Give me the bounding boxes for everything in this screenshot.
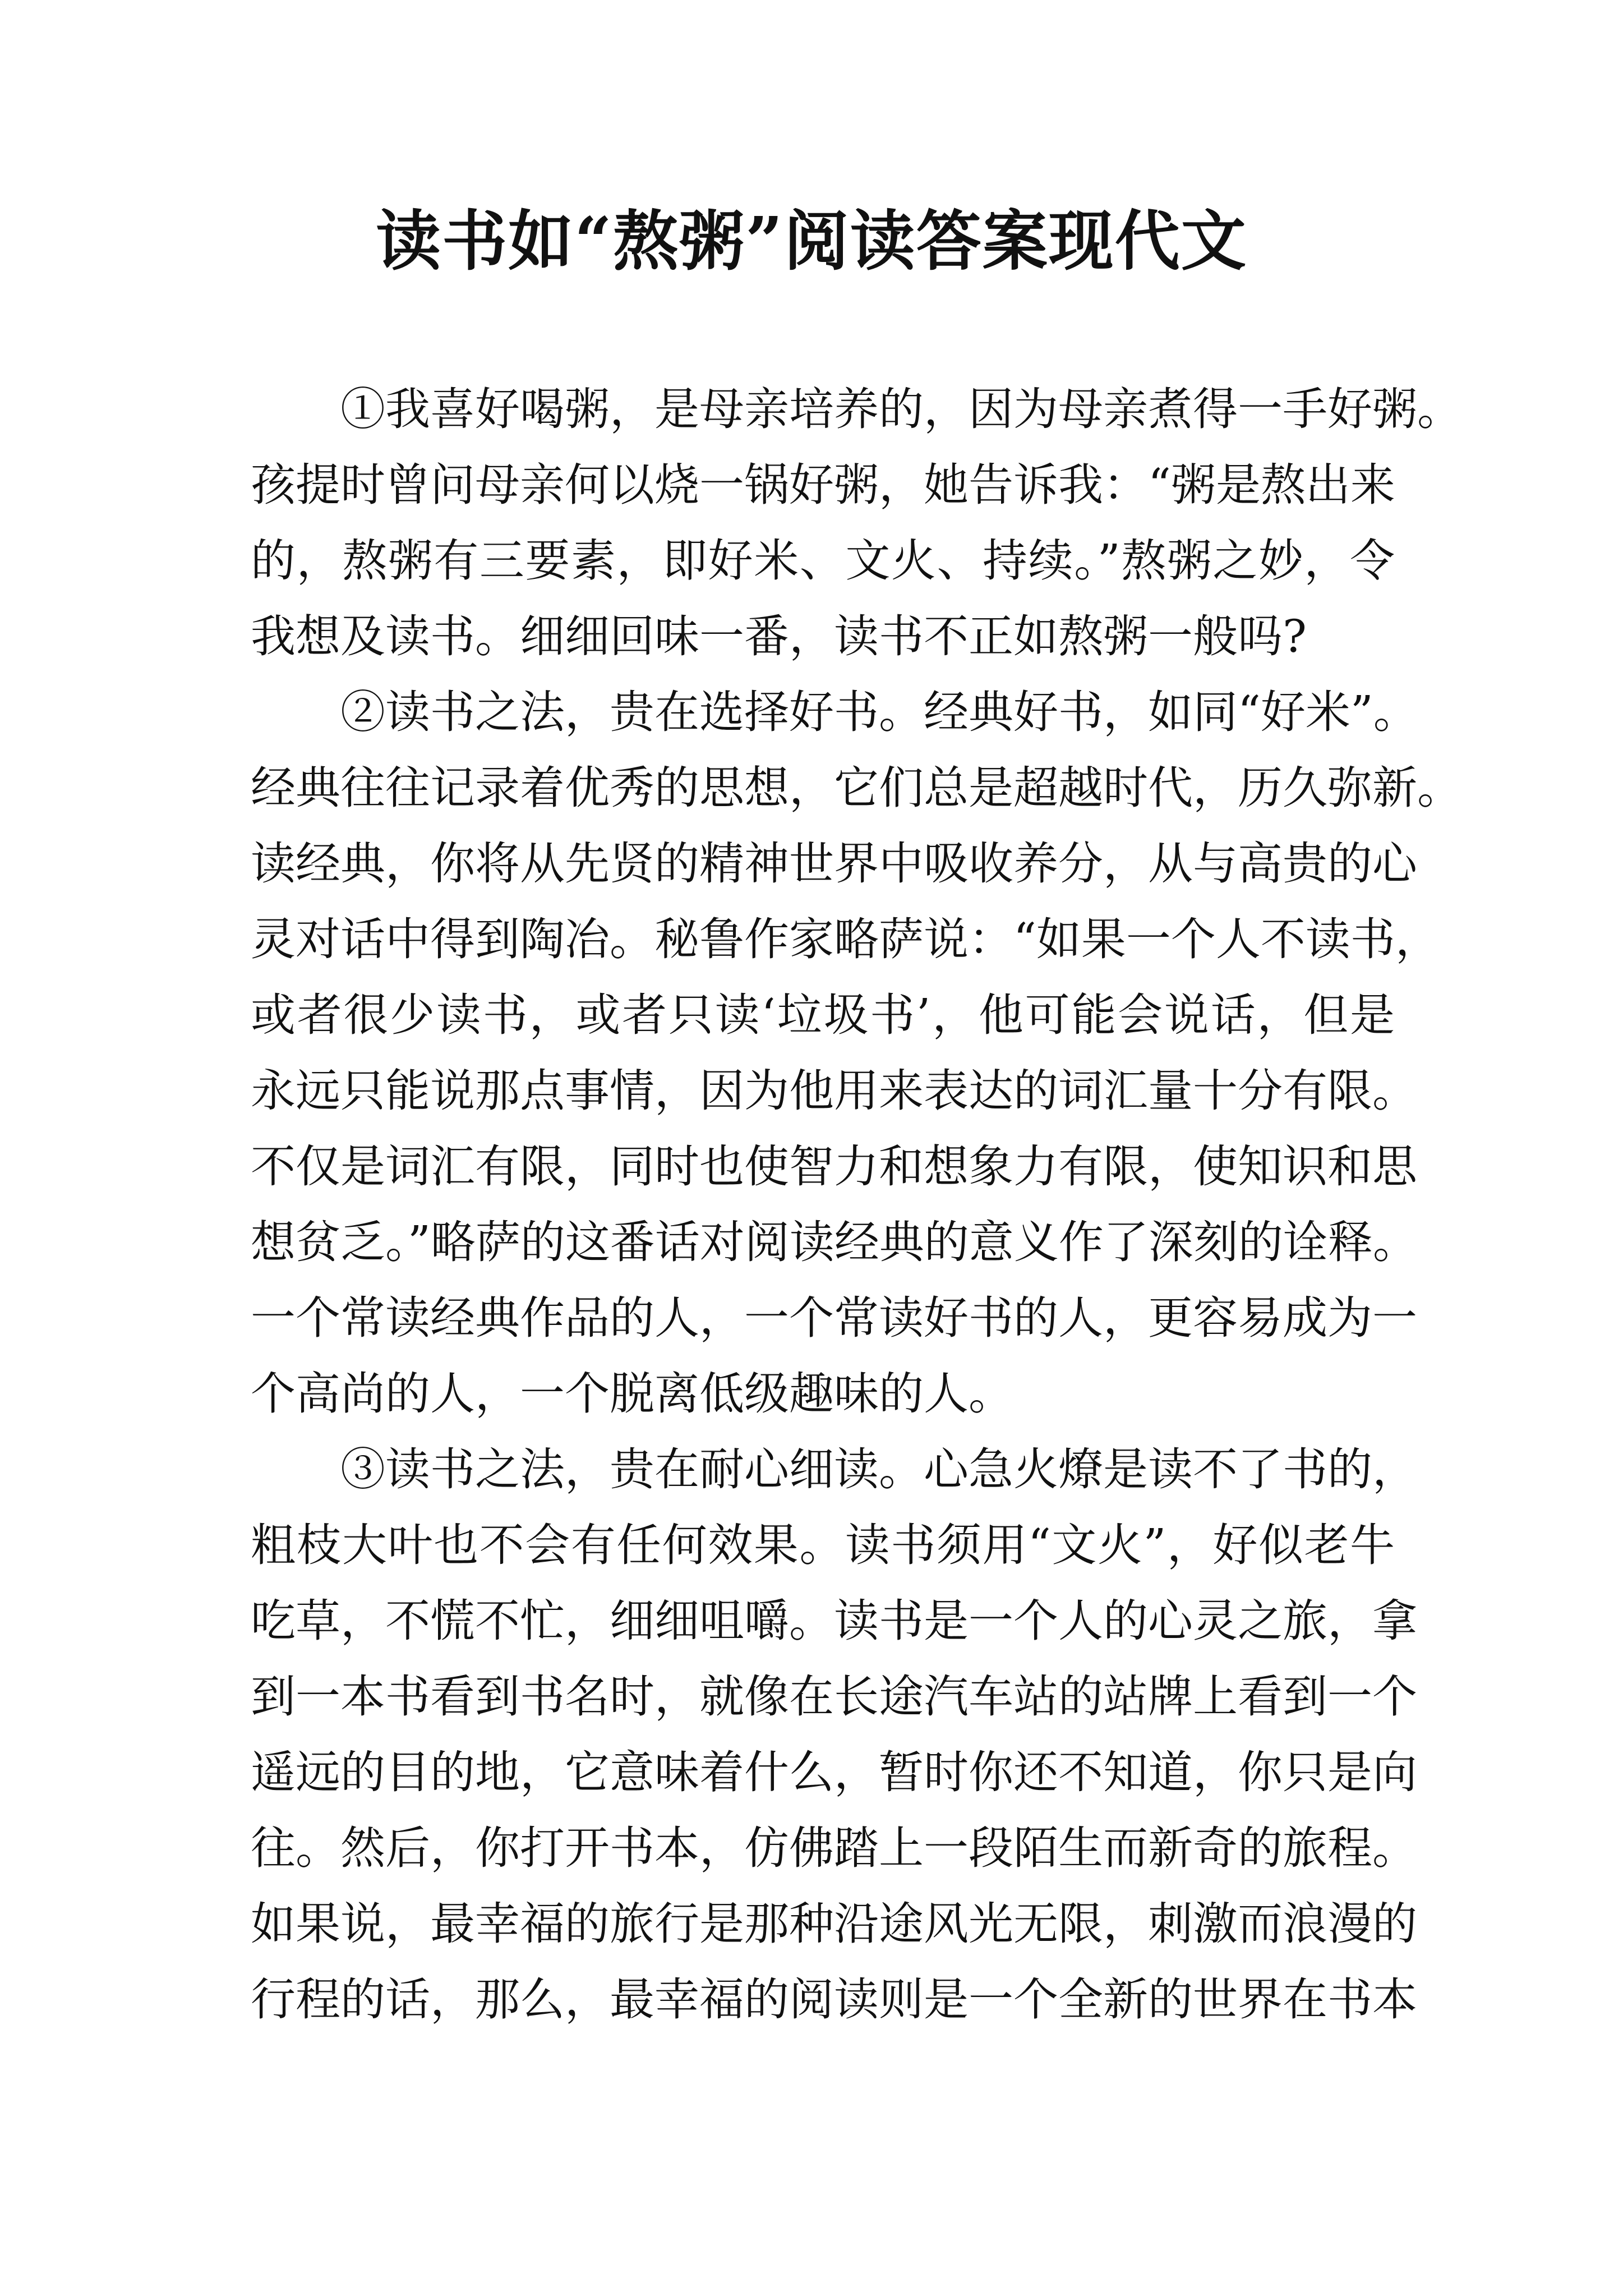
text-line: ③读书之法，贵在耐心细读。心急火燎是读不了书的， bbox=[340, 1443, 1417, 1496]
text-line: 行程的话，那么，最幸福的阅读则是一个全新的世界在书本 bbox=[251, 1973, 1417, 2026]
text-line: 永远只能说那点事情，因为他用来表达的词汇量十分有限。 bbox=[251, 1065, 1417, 1117]
text-line: 如果说，最幸福的旅行是那种沿途风光无限，刺激而浪漫的 bbox=[251, 1898, 1417, 1950]
text-line: ①我喜好喝粥，是母亲培养的，因为母亲煮得一手好粥。 bbox=[340, 383, 1462, 435]
page-title: 读书如“熬粥”阅读答案现代文 bbox=[376, 203, 1247, 279]
text-line: 经典往往记录着优秀的思想，它们总是超越时代，历久弥新。 bbox=[251, 762, 1462, 814]
text-line: 个高尚的人，一个脱离低级趣味的人。 bbox=[251, 1368, 1013, 1420]
text-line: 不仅是词汇有限，同时也使智力和想象力有限，使知识和思 bbox=[251, 1140, 1417, 1193]
text-line: 到一本书看到书名时，就像在长途汽车站的站牌上看到一个 bbox=[251, 1671, 1417, 1723]
text-line: 孩提时曾问母亲何以烧一锅好粥，她告诉我：“粥是熬出来 bbox=[251, 459, 1395, 511]
text-line: 遥远的目的地，它意味着什么，暂时你还不知道，你只是向 bbox=[251, 1746, 1417, 1798]
text-line: ②读书之法，贵在选择好书。经典好书，如同“好米”。 bbox=[340, 686, 1418, 738]
text-line: 我想及读书。细细回味一番，读书不正如熬粥一般吗? bbox=[251, 610, 1307, 662]
text-line: 想贫乏。”略萨的这番话对阅读经典的意义作了深刻的诠释。 bbox=[251, 1216, 1418, 1268]
text-line: 粗枝大叶也不会有任何效果。读书须用“文火”，好似老牛 bbox=[251, 1519, 1395, 1571]
text-line: 或者很少读书，或者只读‘垃圾书’，他可能会说话，但是 bbox=[251, 989, 1395, 1041]
text-line: 读经典，你将从先贤的精神世界中吸收养分，从与高贵的心 bbox=[251, 838, 1417, 890]
text-line: 吃草，不慌不忙，细细咀嚼。读书是一个人的心灵之旅，拿 bbox=[251, 1595, 1417, 1647]
text-line: 灵对话中得到陶冶。秘鲁作家略萨说：“如果一个人不读书， bbox=[251, 913, 1440, 965]
text-line: 往。然后，你打开书本，仿佛踏上一段陌生而新奇的旅程。 bbox=[251, 1822, 1417, 1874]
text-line: 一个常读经典作品的人，一个常读好书的人，更容易成为一 bbox=[251, 1292, 1417, 1344]
text-line: 的，熬粥有三要素，即好米、文火、持续。”熬粥之妙，令 bbox=[251, 535, 1395, 587]
